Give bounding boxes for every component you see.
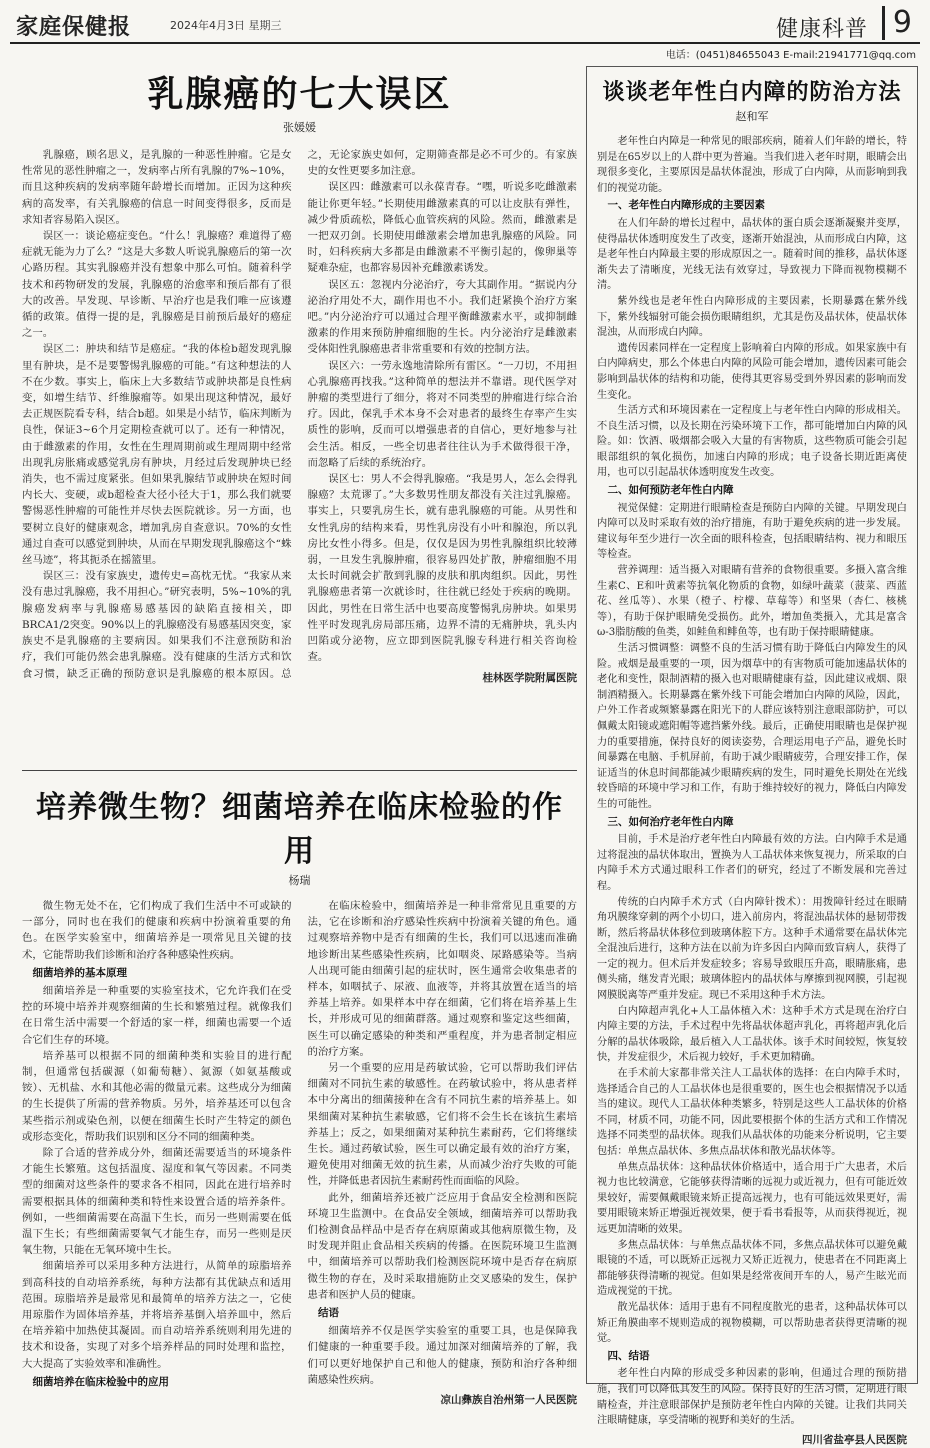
section-heading: 细菌培养的基本原理 bbox=[32, 966, 127, 979]
paragraph: 多焦点晶状体：与单焦点晶状体不同，多焦点晶状体可以避免戴眼镜的不适，可以既矫正远视力又矫正近视力，使患者在不同距离上都能够获得清晰的视觉。但如果是经常夜间开车的人，易产生眩光而造成视觉的干扰。 bbox=[597, 1239, 907, 1298]
section-name: 健康科普 bbox=[775, 17, 868, 42]
masthead-rule bbox=[10, 42, 920, 44]
section-heading: 二、如何预防老年性白内障 bbox=[607, 484, 734, 497]
paragraph: 误区二：肿块和结节是癌症。“我的体检b超发现乳腺里有肿块，是不是要警惕乳腺癌的可能。”有这种想法的人不在少数。事实上，临床上大多数结节或肿块都是良性病变，如增生结节、纤维腺瘤等。如果出现这种情况，最好去正规医院看专科，结合b超。如果是小结节，临床判断为良性，保证3~6个月定期检查就可以了。还有一种情况，由于雌激素的作用，女性在生理周期前或生理周期中经常出现乳房胀痛或感觉乳房有肿块，月经过后发现肿块已经消失，也不需过度紧张。但如果乳腺结节或肿块在短时间内长大、变硬，或b超检查大径小径大于1，那么我们就要警惕恶性肿瘤的可能性并尽快去医院就诊。另一方面，也要树立良好的健康观念，增加乳房自查意识。70%的女性通过自查可以感觉到肿块，从而在早期发现乳腺癌这个“蛛丝马迹”，将其扼杀在摇篮里。 bbox=[22, 343, 292, 567]
paragraph: 散光晶状体：适用于患有不同程度散光的患者，这种晶状体可以矫正角膜曲率不规则造成的视物模糊，可以帮助患者获得更清晰的视觉。 bbox=[597, 1301, 907, 1345]
page-number: 9 bbox=[882, 6, 912, 40]
article-cataract bbox=[586, 66, 918, 1446]
masthead bbox=[10, 5, 920, 44]
section-heading: 四、结语 bbox=[607, 1349, 650, 1362]
paragraph: 生活习惯调整：调整不良的生活习惯有助于降低白内障发生的风险。戒烟是最重要的一项，因为烟草中的有害物质可能加速晶状体的老化和变性，限制酒精的摄入也对眼睛健康有益，因此建议戒烟、限制酒精摄入。长期暴露在紫外线下可能会增加白内障的风险，因此，户外工作者或频繁暴露在阳光下的人群应该特别注意眼部防护，可以佩戴太阳镜或遮阳帽等遮挡紫外线。最后，正确使用眼睛也是保护视力的重要措施，保持良好的阅读姿势，合理运用电子产品，避免长时间暴露在电脑、手机屏前，有助于减少眼睛疲劳，合理安排工作，保证适当的休息时间都能减少眼睛疾病的发生，同时避免长期处在光线较昏暗的环境中学习和工作，有助于维持较好的视力，降低白内障发生的可能性。 bbox=[597, 643, 907, 810]
section-heading: 一、老年性白内障形成的主要因素 bbox=[607, 199, 765, 212]
paragraph: 此外，细菌培养还被广泛应用于食品安全检测和医院环境卫生监测中。在食品安全领域，细菌培养可以帮助我们检测食品样品中是否存在病原菌或其他病原微生物，及时发现并阻止食品相关疾病的传播。在医院环境卫生监测中，细菌培养可以帮助我们检测医院环境中是否存在病原微生物的存在，及时采取措施防止交叉感染的发生，保护患者和医护人员的健康。 bbox=[307, 1191, 577, 1301]
paragraph: 在人们年龄的增长过程中，晶状体的蛋白质会逐渐凝聚并变厚，使得晶状体透明度发生了改变，逐渐开始混浊，从而形成白内障，这是老年性白内障最主要的形成原因之一。随着时间的推移，晶状体逐渐失去了清晰度，光线无法有效穿过，导致视力下降而视物模糊不清。 bbox=[597, 217, 907, 292]
paragraph: 除了合适的营养成分外，细菌还需要适当的环境条件才能生长繁殖。这包括温度、湿度和氧气等因素。不同类型的细菌对这些条件的要求各不相同，因此在进行培养时需要根据具体的细菌种类和特性来设置合适的培养条件。例如，一些细菌需要在高温下生长，而另一些则需要在低温下生长；有些细菌需要氧气才能生存，而另一些则是厌氧生物，只能在无氧环境中生长。 bbox=[22, 1147, 292, 1257]
article-body bbox=[597, 134, 907, 1448]
paragraph: 老年性白内障是一种常见的眼部疾病，随着人们年龄的增长，特别是在65岁以上的人群中更为普遍。当我们进入老年时期，眼睛会出现很多变化，主要原因是晶状体混浊，形成了白内障，从而影响到我们的视觉功能。 bbox=[597, 136, 907, 194]
paragraph: 误区一：谈论癌症变色。“什么！乳腺癌？难道得了癌症就无能为力了么？”这是大多数人听说乳腺癌后的第一次心路历程。其实乳腺癌并没有想象中那么可怕。随着科学技术和药物研发的发展，乳腺癌的治愈率和预后都有了很大的改善。早发现、早诊断、早治疗也是我们唯一应该遵循的政策。值得一提的是，乳腺癌是目前预后最好的癌症之一。 bbox=[22, 230, 292, 340]
article-affiliation: 四川省盐亭县人民医院 bbox=[802, 1433, 907, 1446]
paragraph: 误区五：忽视内分泌治疗，夸大其副作用。“据说内分泌治疗用处不大，副作用也不小。我们赶紧换个治疗方案吧。”内分泌治疗可以通过合理平衡雌激素水平，或抑制雌激素的作用来预防肿瘤细胞的生长。内分泌治疗是雌激素受体阳性乳腺癌患者非常重要和有效的控制方法。 bbox=[307, 278, 577, 356]
article-bacteria-culture bbox=[22, 782, 577, 1408]
paragraph: 老年性白内障的形成受多种因素的影响，但通过合理的预防措施，我们可以降低其发生的风险。保持良好的生活习惯，定期进行眼睛检查，并注意眼部保护是预防老年性白内障的关键。让我们共同关注眼睛健康，享受清晰的视野和美好的生活。 bbox=[597, 1368, 907, 1427]
paragraph: 误区三：没有家族史，遗传史=高枕无忧。“我家从来没有患过乳腺癌，我不用担心。”研究表明，5%~10%的乳腺癌发病率与乳腺癌易感基因的缺陷直接相关，即BRCA1/2突变。90%以上的乳腺癌没有易感基因突变，家族史不是乳腺癌的主要病因。如果我们不注意预防和治疗，我们可能仍然会患乳腺癌。没有健康的生活方式和饮食习惯，缺乏正确的预防意识是乳腺癌的根本原因。总之，无论家族史如何，定期筛查都是必不可少的。有家族史的女性更要多加注意。 bbox=[22, 149, 577, 680]
paragraph: 视觉保健：定期进行眼睛检查是预防白内障的关键。早期发现白内障可以及时采取有效的治疗措施，有助于避免疾病的进一步发展。建议每年至少进行一次全面的眼科检查，包括眼睛结构、视力和眼压等检查。 bbox=[597, 502, 907, 561]
section-heading: 三、如何治疗老年性白内障 bbox=[607, 815, 734, 828]
paragraph: 培养基可以根据不同的细菌种类和实验目的进行配制，但通常包括碳源（如葡萄糖）、氮源（如氨基酸或铵）、无机盐、水和其他必需的微量元素。这些成分为细菌的生长提供了所需的营养物质。另外，培养基还可以包含某些指示剂或染色剂，以便在细菌生长时产生特定的颜色或形态变化，帮助我们识别和区分不同的细菌种类。 bbox=[22, 1049, 292, 1143]
paragraph: 误区四：雌激素可以永葆青春。“嘿，听说多吃雌激素能让你更年轻。”长期使用雌激素真的可以让皮肤有弹性，减少骨质疏松，降低心血管疾病的风险。然而，雌激素是一把双刃剑。长期使用雌激素会增加患乳腺癌的风险。同时，妇科疾病大多都是由雌激素不平衡引起的，像卵巢等疑难杂症，也都容易因补充雌激素诱发。 bbox=[307, 181, 577, 275]
paragraph: 误区七：男人不会得乳腺癌。“我是男人，怎么会得乳腺癌？太荒谬了。”大多数男性朋友都没有关注过乳腺癌。事实上，只要乳房生长，就有患乳腺癌的可能。从男性和女性乳房的结构来看，男性乳房没有小叶和腺泡，所以乳房比女性小得多。但是，仅仅是因为男性乳腺组织比较薄弱，一旦发生乳腺肿瘤，很容易四处扩散，肿瘤细胞不用太长时间就会扩散到乳腺的皮肤和肌肉组织。因此，男性乳腺癌患者第一次就诊时，往往就已经处于疾病的晚期。因此，男性在日常生活中也要高度警惕乳房肿块。如果男性平时发现乳房局部压痛，边界不清的无痛肿块，乳头内凹陷或分泌物，应立即到医院乳腺专科进行相关咨询检查。 bbox=[307, 473, 577, 664]
article-title: 谈谈老年性白内障的防治方法 bbox=[602, 79, 902, 105]
paragraph: 另一个重要的应用是药敏试验，它可以帮助我们评估细菌对不同抗生素的敏感性。在药敏试验中，将从患者样本中分离出的细菌接种在含有不同抗生素的培养基上。如果细菌对某种抗生素敏感，它们将不会生长在该抗生素培养基上；反之，如果细菌对某种抗生素耐药，它们将继续生长。通过药敏试验，医生可以确定最有效的治疗方案，避免使用对细菌无效的抗生素，从而减少治疗失败的可能性，并降低患者因抗生素耐药性而面临的风险。 bbox=[307, 1062, 577, 1188]
article-affiliation: 桂林医学院附属医院 bbox=[482, 671, 577, 684]
paragraph: 紫外线也是老年性白内障形成的主要因素，长期暴露在紫外线下，紫外线辐射可能会损伤眼睛组织，尤其是伤及晶状体，使晶状体混浊，从而形成白内障。 bbox=[597, 295, 907, 339]
paragraph: 微生物无处不在，它们构成了我们生活中不可或缺的一部分，同时也在我们的健康和疾病中扮演着重要的角色。在医学实验室中，细菌培养是一项常见且关键的技术，它能帮助我们诊断和治疗各种感染性疾病。 bbox=[22, 900, 292, 961]
article-breast-cancer bbox=[22, 66, 577, 686]
paragraph: 生活方式和环境因素在一定程度上与老年性白内障的形成相关。不良生活习惯，以及长期在污染环境下工作，都可能增加白内障的风险。如：饮酒、吸烟都会吸入大量的有害物质，这些物质可能会引起眼部组织的氧化损伤，加速白内障的形成；电子设备长期近距离使用，也可以引起晶状体透明度发生改变。 bbox=[597, 405, 907, 479]
article-author: 张媛媛 bbox=[283, 121, 316, 134]
paragraph: 传统的白内障手术方式（白内障针拨术）：用拨障针经过在眼睛角巩膜缘穿刺的两个小切口，进入前房内，将混浊晶状体的悬韧带拨断，然后将晶状体移位到玻璃体腔下方。这种手术通常要在晶状体完全混浊后进行，这种方法在以前为许多因白内障而致盲病人，获得了一定的视力。但术后并发症较多；容易导致眼压升高，眼睛胀痛，患侧头痛，继发青光眼；玻璃体腔内的晶状体与摩擦到视网膜，引起视网膜脱离等严重并发症。现已不采用这种手术方法。 bbox=[597, 896, 907, 1002]
paragraph: 在临床检验中，细菌培养是一种非常常见且重要的方法，它在诊断和治疗感染性疾病中扮演着关键的角色。通过观察培养物中是否有细菌的生长，我们可以迅速而准确地诊断出某些感染性疾病，比如咽炎、尿路感染等。当病人出现可能由细菌引起的症状时，医生通常会收集患者的样本，如咽拭子、尿液、血液等，并将其放置在适当的培养基上培养。如果样本中存在细菌，它们将在培养基上生长，并形成可见的细菌群落。通过观察和鉴定这些细菌，医生可以确定感染的种类和严重程度，并为患者制定相应的治疗方案。 bbox=[307, 900, 577, 1058]
paragraph: 细菌培养可以采用多种方法进行，从简单的琼脂培养到高科技的自动培养系统，每种方法都有其优缺点和适用范围。琼脂培养是最常见和最简单的培养方法之一，它使用琼脂作为固体培养基，并将培养基倒入培养皿中，然后在培养箱中加热使其凝固。而自动培养系统则利用先进的技术和设备，实现了对多个培养样品的同时处理和监控，大大提高了实验效率和准确性。 bbox=[22, 1260, 292, 1370]
paragraph: 细菌培养不仅是医学实验室的重要工具，也是保障我们健康的一种重要手段。通过加深对细菌培养的了解，我们可以更好地保护自己和他人的健康，预防和治疗各种细菌感染性疾病。 bbox=[307, 1325, 577, 1386]
article-body bbox=[22, 898, 577, 1408]
article-divider bbox=[22, 770, 577, 771]
paper-name: 家庭保健报 bbox=[16, 15, 132, 40]
paragraph: 目前，手术是治疗老年性白内障最有效的方法。白内障手术是通过将混浊的晶状体取出，置换为人工晶状体来恢复视力，所采取的白内障手术方式通过眼科工作者们的研究，经过了不断发展和完善过程。 bbox=[597, 834, 907, 892]
paragraph: 营养调理：适当摄入对眼睛有营养的食物很重要。多摄入富含维生素C、E和叶黄素等抗氧化物质的食物，如绿叶蔬菜（菠菜、西蓝花、丝瓜等）、水果（橙子、柠檬、草莓等）和坚果（杏仁、核桃等），有助于保护眼睛免受损伤。此外，增加鱼类摄入，尤其是富含ω-3脂肪酸的鱼类，如鲑鱼和鲱鱼等，也有助于保持眼睛健康。 bbox=[597, 565, 907, 639]
paragraph: 细菌培养是一种重要的实验室技术，它允许我们在受控的环境中培养并观察细菌的生长和繁殖过程。就像我们在日常生活中需要一个舒适的家一样，细菌也需要一个适合它们生存的环境。 bbox=[22, 985, 292, 1046]
issue-date: 2024年4月3日 星期三 bbox=[170, 19, 282, 32]
article-affiliation: 凉山彝族自治州第一人民医院 bbox=[440, 1394, 577, 1407]
paragraph: 白内障超声乳化+人工晶体植入术：这种手术方式是现在治疗白内障主要的方法，手术过程中先将晶状体超声乳化，再将超声乳化后分解的晶状体吸除，最后植入人工晶状体。该手术时间较短，恢复较快，并发症很少，术后视力较好，手术更加精确。 bbox=[597, 1005, 907, 1064]
article-title: 培养微生物？细菌培养在临床检验的作用 bbox=[36, 790, 563, 869]
section-heading: 结语 bbox=[318, 1307, 339, 1320]
section-heading: 细菌培养在临床检验中的应用 bbox=[32, 1375, 169, 1388]
article-title: 乳腺癌的七大误区 bbox=[147, 73, 452, 115]
article-author: 赵和军 bbox=[735, 110, 769, 123]
paragraph: 单焦点晶状体：这种晶状体价格适中，适合用于广大患者，术后视力也比较满意，它能够获得清晰的远视力或近视力，但有可能近效果较好，需要佩戴眼镜来矫正提高远视力，也有可能远效果更好，需要用眼镜来矫正增强近视效果，便于看书看报等，从而获得视近，视远更加清晰的效果。 bbox=[597, 1161, 907, 1235]
paragraph: 遗传因素同样在一定程度上影响着白内障的形成。如果家族中有白内障病史，那么个体患白内障的风险可能会增加，遗传因素可能会影响到晶状体的结构和功能，使得其更容易受到外界因素的影响而发生变化。 bbox=[597, 342, 907, 401]
article-body bbox=[22, 147, 577, 686]
paragraph: 在手术前大家都非常关注人工晶状体的选择：在白内障手术时，选择适合自己的人工晶状体也是很重要的，医生也会根据情况予以适当的建议。现代人工晶状体种类繁多，特别是这些人工晶状体的价格不同，材质不同，功能不同，因此要根据个体的生活方式和工作情况选择不同类型的晶状体。现我们从晶状体的功能来分析说明，它主要包括：单焦点晶状体、多焦点晶状体和散光晶状体等。 bbox=[597, 1068, 907, 1157]
paragraph: 误区六：一劳永逸地清除所有雷区。“一刀切，不用担心乳腺癌再找我。”这种简单的想法并不靠谱。现代医学对肿瘤的类型进行了细分，将对不同类型的肿瘤进行综合治疗。因此，保乳手术本身不会对患者的最终生存率产生实质性的影响，反而可以增强患者的自信心，更好地参与社会生活。相反，一些全切患者往往认为手术做得很干净，而忽略了后续的系统治疗。 bbox=[307, 359, 577, 469]
contact-info: 电话：(0451)84655043 E-mail:21941771@qq.com bbox=[665, 50, 916, 61]
paragraph: 乳腺癌，顾名思义，是乳腺的一种恶性肿瘤。它是女性常见的恶性肿瘤之一，发病率占所有乳腺的7%~10%，而且这种疾病的发病率随年龄增长而增加。正因为这种疾病的高发率，有关乳腺癌的信息一时间变得很多，反而是求知者容易陷入误区。 bbox=[22, 149, 292, 226]
article-author: 杨瑞 bbox=[288, 874, 311, 887]
